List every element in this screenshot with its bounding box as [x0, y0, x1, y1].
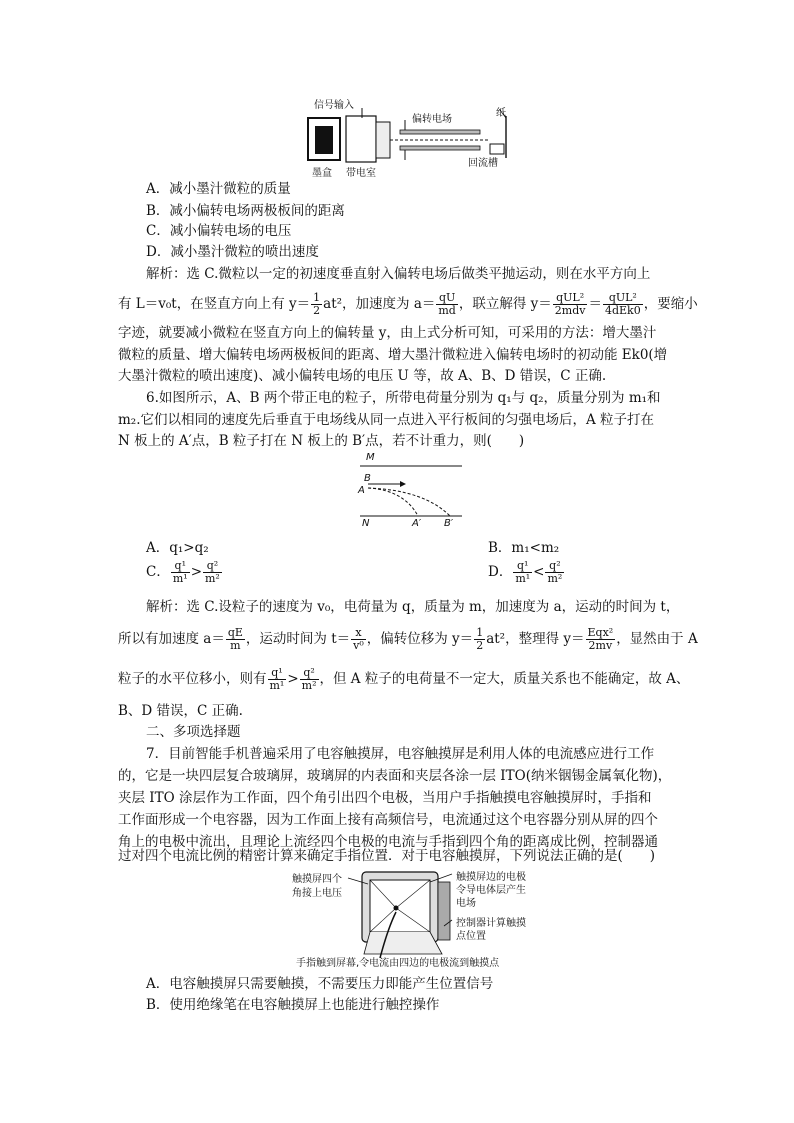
signal-input-label: 信号输入 [314, 100, 354, 111]
inkjet-figure [300, 96, 530, 178]
touchscreen-caption: 手指触到屏幕,令电流由四边的电极流到触摸点 [296, 958, 500, 969]
q5-option-c: C．减小偏转电场的电压 [146, 223, 292, 239]
controller-label-2: 点位置 [456, 931, 486, 942]
q7-stem-line2: 的，它是一块四层复合玻璃屏，玻璃屏的内表面和夹层各涂一层 ITO(纳米铟锡金属氧化物)， [118, 768, 672, 784]
charge-room-label: 带电室 [346, 168, 376, 179]
q6-analysis-line2: 所以有加速度 a＝ $\frac{qE}{m}$ ，运动时间为 t＝ $\frac{x}{\text{v⁰}}$ ，偏转位移为 y＝ $\frac{1}{2}$ at²，整理得 y＝ $\frac{\text{Eqx²}}{2mv}$ ，显然由于 A [118, 626, 698, 652]
plate-n-label: N [362, 518, 370, 529]
q5-option-a: A．减小墨汁微粒的质量 [146, 181, 291, 197]
touchscreen-figure [292, 868, 542, 968]
q6-stem-line1: 6.如图所示，A、B 两个带正电的粒子，所带电荷量分别为 q₁与 q₂，质量分别为 m₁和 [146, 390, 661, 406]
q7-stem-line5: 角上的电极中流出，且理论上流经四个电极的电流与手指到四个角的距离成比例，控制器通 [118, 834, 658, 850]
q7-option-a: A．电容触摸屏只需要触摸，不需要压力即能产生位置信号 [146, 976, 494, 992]
q6-option-a: A．q₁>q₂ [146, 540, 209, 556]
plate-m-label: M [366, 452, 375, 463]
q7-option-b: B．使用绝缘笔在电容触摸屏上也能进行触控操作 [146, 997, 440, 1013]
edge-electrode-label-2: 令导电体层产生 [456, 885, 526, 896]
q5-analysis-line5: 大墨汁微粒的喷出速度)、减小偏转电场的电压 U 等，故 A、B、D 错误，C 正确. [118, 368, 607, 384]
q7-stem-line1: 7．目前智能手机普遍采用了电容触摸屏，电容触摸屏是利用人体的电流感应进行工作 [146, 746, 655, 762]
point-a-prime-label: A′ [412, 518, 422, 529]
deflect-field-label: 偏转电场 [412, 114, 452, 125]
q5-analysis-line1: 解析：选 C.微粒以一定的初速度垂直射入偏转电场后做类平抛运动，则在水平方向上 [146, 266, 651, 282]
q5-analysis-line3: 字迹，就要减小微粒在竖直方向上的偏转量 y，由上式分析可知，可采用的方法：增大墨汁 [118, 325, 657, 341]
q6-option-b: B．m₁<m₂ [488, 540, 560, 556]
ink-box-label: 墨盒 [312, 168, 332, 179]
corner-voltage-label-2: 角接上电压 [292, 888, 342, 899]
particle-a-label: A [358, 485, 365, 496]
paper-label: 纸 [496, 108, 506, 119]
q5-analysis-line2: 有 L＝v₀t，在竖直方向上有 y＝ $\frac{1}{2}$ at²，加速度为 a＝ $\frac{qU}{md}$ ，联立解得 y＝ $\frac{\text{qUL²}}{\text{2mdv}}$ ＝ $\frac{\text{qUL²}}{\text{4dEk0}}$ ，要缩小 [118, 291, 698, 317]
q7-stem-line6: 过对四个电流比例的精密计算来确定手指位置．对于电容触摸屏，下列说法正确的是( ) [118, 848, 656, 864]
q6-stem-line3: N 板上的 A′点，B 粒子打在 N 板上的 B′点，若不计重力，则( ) [118, 433, 525, 449]
q5-analysis-line4: 微粒的质量、增大偏转电场两极板间的距离、增大墨汁微粒进入偏转电场时的初动能 Ek0(增 [118, 347, 668, 363]
section-multiple-choice: 二、多项选择题 [146, 724, 241, 740]
q7-stem-line3: 夹层 ITO 涂层作为工作面，四个角引出四个电极，当用户手指触摸电容触摸屏时，手指和 [118, 790, 652, 806]
particle-b-label: B [364, 473, 371, 484]
fraction: $\frac{\text{qUL²}}{\text{4dEk0}}$ [604, 291, 641, 317]
return-slot-label: 回流槽 [468, 158, 498, 169]
edge-electrode-label-3: 电场 [456, 898, 476, 909]
q6-analysis-line3: 粒子的水平位移小，则有 $\frac{\text{q¹}}{\text{m¹}}$ > $\frac{\text{q²}}{\text{m²}}$ ，但 A 粒子的电荷量不一定大，质量关系也不能确定，故 A、 [118, 666, 690, 692]
fraction: $\frac{1}{2}$ [313, 291, 321, 317]
q5-option-b: B．减小偏转电场两极板间的距离 [146, 203, 345, 219]
edge-electrode-label-1: 触摸屏边的电极 [456, 872, 526, 883]
plates-figure [354, 452, 466, 532]
q6-option-d: D． $\frac{\text{q¹}}{\text{m¹}}$ < $\frac{\text{q²}}{\text{m²}}$ [488, 559, 563, 585]
fraction: $\frac{\text{qUL²}}{\text{2mdv}}$ [554, 291, 586, 317]
q5-option-d: D．减小墨汁微粒的喷出速度 [146, 244, 319, 260]
q6-option-c: C． $\frac{\text{q¹}}{\text{m¹}}$ > $\frac{\text{q²}}{\text{m²}}$ [146, 559, 220, 585]
q7-stem-line4: 工作面形成一个电容器，因为工作面上接有高频信号，电流通过这个电容器分别从屏的四个 [118, 812, 658, 828]
q6-analysis-line4: B、D 错误，C 正确. [118, 703, 243, 719]
q6-analysis-line1: 解析：选 C.设粒子的速度为 v₀，电荷量为 q，质量为 m，加速度为 a，运动的时间为 t， [146, 599, 680, 615]
fraction: $\frac{qU}{md}$ [438, 291, 456, 317]
q6-stem-line2: m₂.它们以相同的速度先后垂直于电场线从同一点进入平行板间的匀强电场后，A 粒子打在 [118, 412, 655, 428]
controller-label-1: 控制器计算触摸 [456, 918, 526, 929]
point-b-prime-label: B′ [444, 518, 454, 529]
corner-voltage-label-1: 触摸屏四个 [292, 874, 342, 885]
